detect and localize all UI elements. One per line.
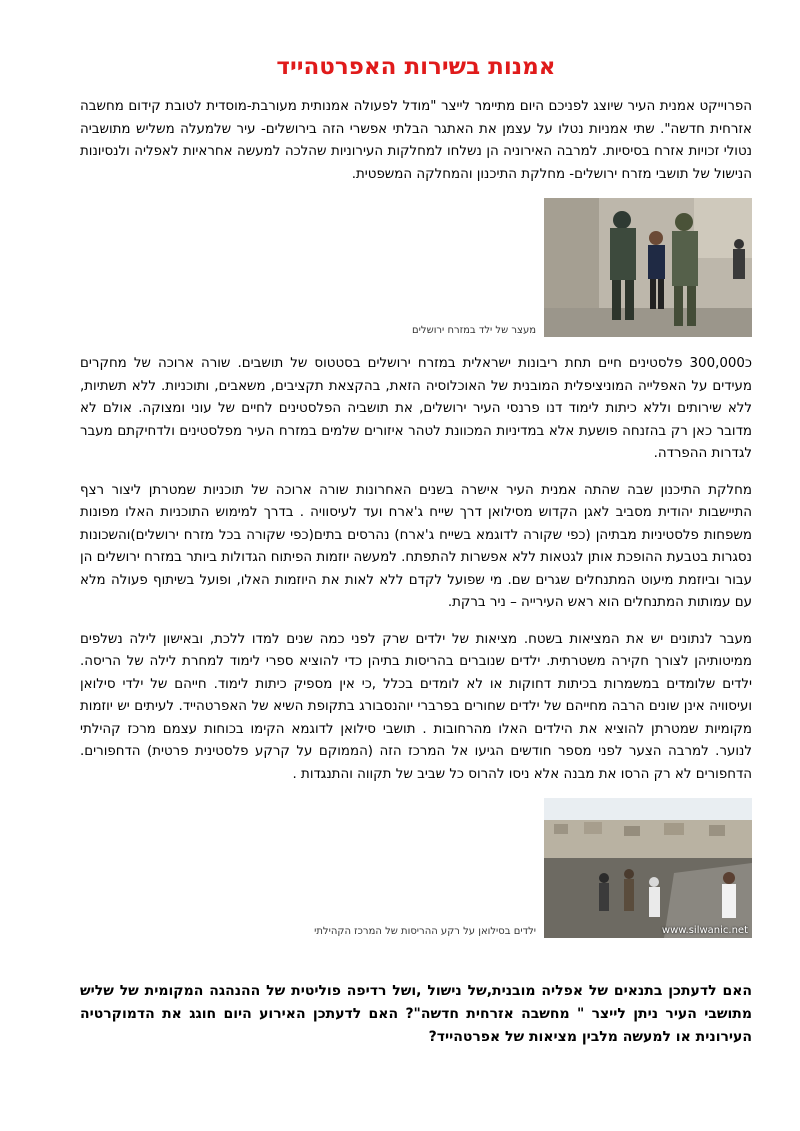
paragraph-intro: הפרוייקט אמנית העיר שיוצג לפניכם היום מתיימר לייצר "מודל לפעולה אמנותית מעורבת-מוסדית לטובת קידום מחשבה אזרחית חדשה". שתי אמניות נטלו על עצמן את האתגר הבלתי אפשרי הזה בירושלים- עיר שלמעלה משליש מתושביה נטולי זכויות אזרח בסיסיות. למרבה האירוניה הן נשלחו למחלקות העירוניות שהלכה למעשה אחראיות לאפליה ולנסיונות הנישול של תושבי מזרח ירושלים- מחלקת התיכנון והמחלקה המשפטית. xyxy=(80,99,752,182)
photo-watermark: www.silwanic.net xyxy=(661,925,748,936)
arrest-photo-illustration xyxy=(544,198,752,337)
silwan-photo-caption: ילדים בסילואן על רקע ההריסות של המרכז הקהילתי xyxy=(314,926,536,937)
paragraph-planning: מחלקת התיכנון שבה שהתה אמנית העיר אישרה בשנים האחרונות שורה ארוכה של תוכניות שמטרתן ליצור רצף התיישבות יהודית מסביב לאגן הקדוש מסילואן דרך שייח ג'ארח ועד לעיסוויה . בדרך למימוש התוכניות האלו מפונות משפחות פלסטיניות מבתיהן (כפי שקורה לדוגמא בשייח ג'ארח) נהרסים בתים(כפי שקורה בכל מזרח ירושלים)והשכונות נסגרות בטבעת ההופכת אותן לגטאות ללא אפשרות להתפתח. למעשה יוזמות הפיתוח הגדולות ביותר במזרח ירושלים הן עבור וביוזמת מיעוט המתנחלים שגרים שם. מי שפועל לקדם ללא לאות את היוזמות האלו, ופועל בשיתוף פעולה מלא עם עמותות המתנחלים הוא ראש העירייה – ניר ברקת. xyxy=(80,482,752,610)
page-title: אמנות בשירות האפרטהייד xyxy=(276,54,556,80)
arrest-photo xyxy=(544,198,752,337)
arrest-photo-caption: מעצר של ילד במזרח ירושלים xyxy=(412,325,536,336)
figure-silwan xyxy=(80,798,752,938)
silwan-photo-illustration xyxy=(544,798,752,938)
figure-arrest xyxy=(80,198,752,337)
paragraph-children: מעבר לנתונים יש את המציאות בשטח. מציאות של ילדים שרק לפני כמה שנים למדו ללכת, ובאישון לילה נשלפים ממיטותיהן לצורך חקירה משטרתית. ילדים שנוברים בהריסות בתיהן כדי להוציא ספרי לימוד למחרת לילה של הריסה. ילדים שלומדים במשמרות בכיתות דחוקות או לא לומדים בכלל ,כי אין מספיק כיתות לימוד. חייהם של ילדי סילואן ועיסוויה אינן שונים הרבה מחייהם של ילדים שחורים בפרברי יוהנסבורג בתקופת השיא של האפרטהייד. לעיתים יש יוזמות מקומיות שמטרתן להוציא את הילדים האלו מהרחובות . תושבי סילואן לדוגמא הקימו בכוחות עצמם מרכז קהילתי לנוער. למרבה הצער לפני מספר חודשים הגיעו אל המרכז הזה (הממוקם על קרקע פלסטינית פרטית) הדחפורים. הדחפורים לא רק הרסו את מבנה אלא ניסו להרוס כל שביב של תקווה והתנגדות . xyxy=(80,631,752,782)
paragraph-population: כ300,000 פלסטינים חיים תחת ריבונות ישראלית במזרח ירושלים בסטטוס של תושבים. שורה ארוכה של מחקרים מעידים על האפלייה המוניציפלית המובנית של האוכלוסיה הזאת, בהקצאת תקציבים, משאבים, ותוכניות. ללא תשתיות, ללא שירותים וללא כיתות לימוד דנו פרנסי העיר ירושלים, את תושביה הפלסטינים לחיים של עוני ומצוקה. אולם לא מדובר כאן רק בהזנחה פושעת אלא במדיניות המכוונת לטהר איזורים שלמים במזרח העיר מפלסטינים ולדחיקתם מעבר לגדרות ההפרדה. xyxy=(80,356,752,461)
silwan-photo xyxy=(544,798,752,938)
closing-question: האם לדעתכן בתנאים של אפליה מובנית,של נישול ,ושל רדיפה פוליטית של ההנהגה המקומית של שליש מתושבי העיר ניתן לייצר " מחשבה אזרחית חדשה"? האם לדעתכן האירוע היום חוגג את הדמוקרטיה העירונית או למעשה מלבין מציאות של אפרטהייד? xyxy=(80,983,752,1045)
